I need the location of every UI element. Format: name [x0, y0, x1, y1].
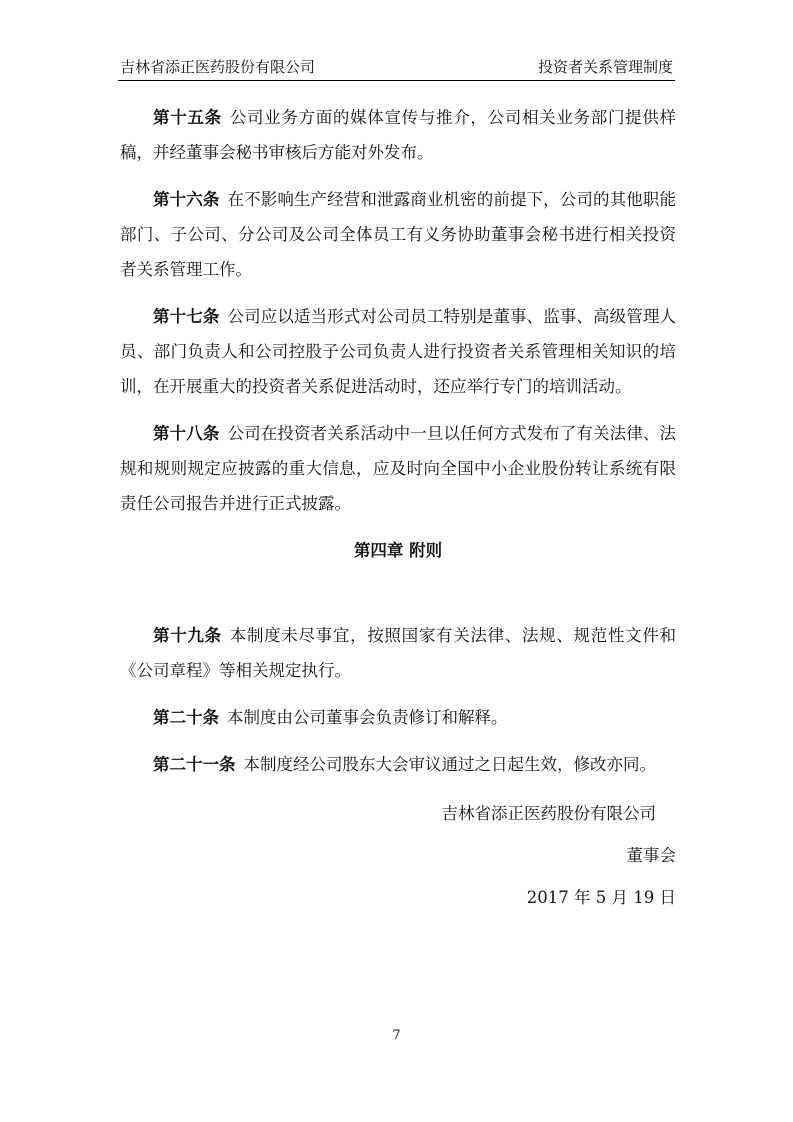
page-header — [118, 54, 675, 81]
article-16 — [120, 182, 676, 287]
document-body — [120, 100, 676, 918]
signature-company: 吉林省添正医药股份有限公司 — [441, 804, 656, 823]
article-21 — [120, 747, 676, 782]
article-text: 本制度经公司股东大会审议通过之日起生效，修改亦同。 — [243, 755, 656, 774]
article-text: 本制度未尽事宜，按照国家有关法律、法规、规范性文件和《公司章程》等相关规定执行。 — [120, 626, 677, 680]
signature-date: 2017 年 5 月 19 日 — [526, 888, 676, 907]
article-number: 第二十一条 — [153, 755, 236, 774]
page-number: 7 — [392, 1028, 401, 1043]
header-title: 投资者关系管理制度 — [537, 58, 673, 76]
article-text: 本制度由公司董事会负责修订和解释。 — [227, 708, 508, 727]
article-15 — [120, 100, 676, 170]
article-number: 第十七条 — [153, 307, 220, 326]
header-company: 吉林省添正医药股份有限公司 — [120, 58, 316, 76]
signature-board: 董事会 — [626, 846, 676, 865]
article-19 — [120, 618, 676, 688]
article-number: 第二十条 — [153, 708, 219, 727]
article-number: 第十九条 — [153, 626, 222, 645]
article-number: 第十六条 — [153, 190, 220, 209]
article-number: 第十五条 — [153, 108, 222, 127]
article-text: 在不影响生产经营和泄露商业机密的前提下，公司的其他职能部门、子公司、分公司及公司全体员工有义务协助董事会秘书进行相关投资者关系管理工作。 — [120, 190, 677, 279]
article-number: 第十八条 — [153, 424, 220, 443]
article-text: 公司在投资者关系活动中一旦以任何方式发布了有关法律、法规和规则规定应披露的重大信息，应及时向全国中小企业股份转让系统有限责任公司报告并进行正式披露。 — [120, 424, 677, 513]
article-18 — [120, 416, 676, 521]
article-17 — [120, 299, 676, 404]
chapter-heading: 第四章 附则 — [353, 541, 443, 560]
article-20 — [120, 700, 676, 735]
article-text: 公司业务方面的媒体宣传与推介，公司相关业务部门提供样稿，并经董事会秘书审核后方能对外发布。 — [120, 108, 677, 162]
article-text: 公司应以适当形式对公司员工特别是董事、监事、高级管理人员、部门负责人和公司控股子公司负责人进行投资者关系管理相关知识的培训，在开展重大的投资者关系促进活动时，还应举行专门的培训活动。 — [120, 307, 677, 396]
